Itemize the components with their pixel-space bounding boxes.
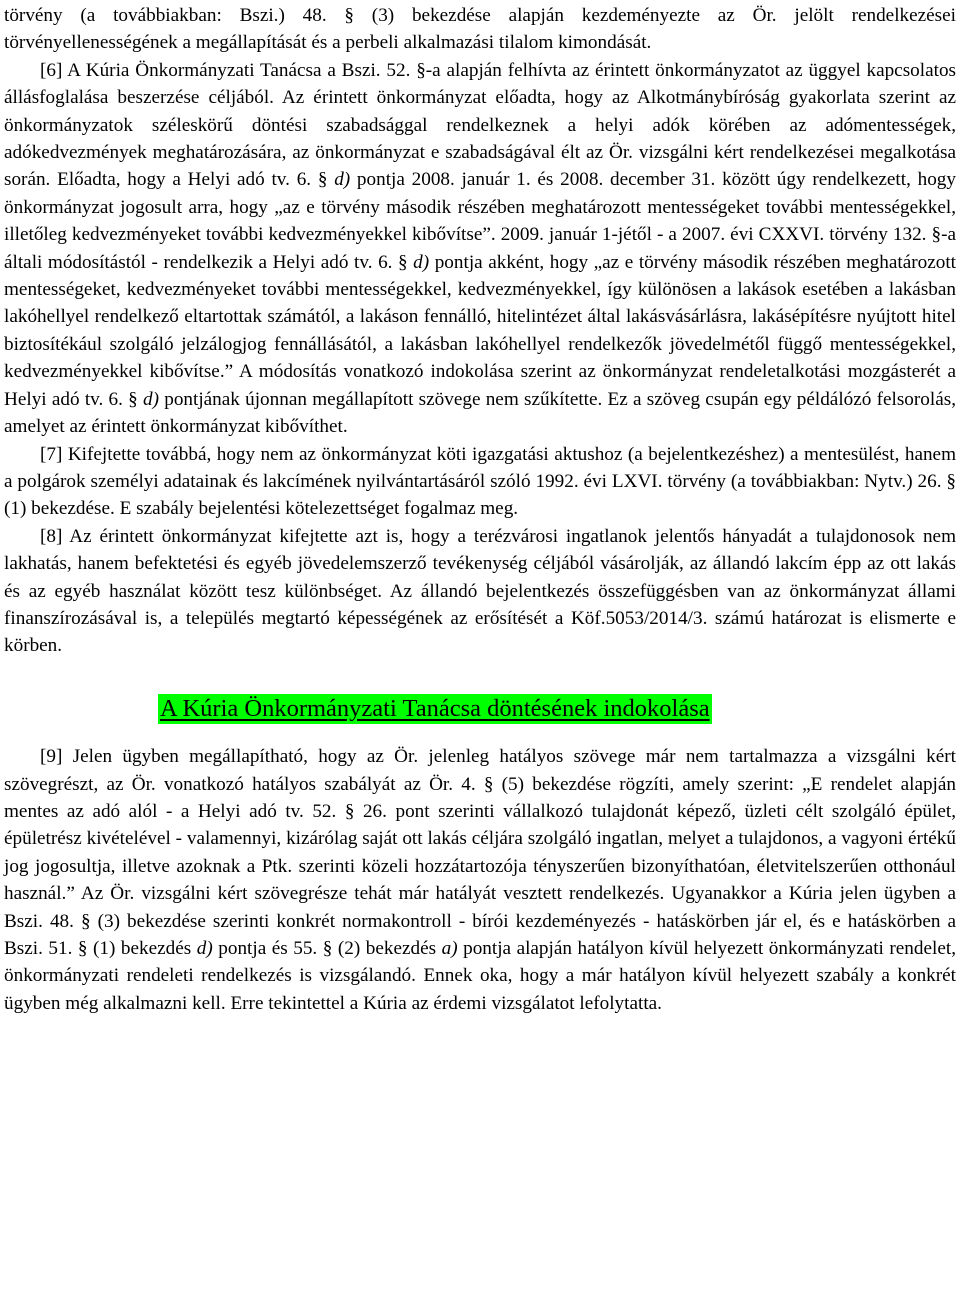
paragraph-text: [6] A Kúria Önkormányzati Tanácsa a Bszi. 52. §-a alapján felhívta az érintett önkormányzatot az üggyel kapcsolatos állásfoglalása beszerzése céljából. Az érintett önkormányzat előadta, hogy az Alkotmánybíróság gyakorlata szerint az önkormányzatok széleskörű döntési szabadsággal rendelkeznek a helyi adók körében az adómentességek, adókedvezmények meghatározására, az önkormányzat e szabadságával élt az Ör. vizsgálni kért rendelkezései megalkotása során. Előadta, hogy a Helyi adó tv. 6. § xyxy=(4,59,956,191)
paragraph-p5_tail xyxy=(4,2,956,57)
paragraph-p9 xyxy=(4,743,956,1017)
paragraph-text: pontja és 55. § (2) bekezdés xyxy=(212,938,442,959)
body-text-after-heading xyxy=(4,743,956,1017)
paragraph-text: pontja alapján hatályon kívül helyezett önkormányzati rendelet, önkormányzati rendeleti rendelkezés is vizsgálandó. Ennek oka, hogy a már hatályon kívül helyezett szabály a konkrét ügyben még alkalmazni kell. Erre tekintettel a Kúria az érdemi vizsgálatot lefolytatta. xyxy=(4,938,956,1014)
body-text-before-heading xyxy=(4,2,956,660)
section-heading-wrapper xyxy=(4,694,956,724)
paragraph-p8 xyxy=(4,523,956,660)
section-heading: A Kúria Önkormányzati Tanácsa döntésének indokolása xyxy=(160,694,710,722)
paragraph-text: pontja 2008. január 1. és 2008. december 31. között úgy rendelkezett, hogy önkormányzat jogosult arra, hogy „az e törvény második részében meghatározott mentességeket további mentességekkel, illetőleg kedvezményeket további kedvezményekkel kibővítse”. 2009. január 1-jétől - a 2007. évi CXXVI. törvény 132. §-a általi módosítástól - rendelkezik a Helyi adó tv. 6. § xyxy=(4,169,956,273)
paragraph-p7 xyxy=(4,441,956,523)
paragraph-text: [9] Jelen ügyben megállapítható, hogy az Ör. jelenleg hatályos szövege már nem tartalmazza a vizsgálni kért szövegrészt, az Ör. vonatkozó hatályos szabályát az Ör. 4. § (5) bekezdése rögzíti, amely szerint: „E rendelet alapján mentes az adó alól - a Helyi adó tv. 52. § 26. pont szerinti vállalkozó tulajdonát képező, üzleti célt szolgáló épület, épületrész kivételével - valamennyi, kizárólag saját ott lakás céljára szolgáló ingatlan, melyet a tulajdonos, a vagyoni értékű jog jogosultja, illetve azoknak a Ptk. szerinti közeli hozzátartozója tényszerűen bizonyíthatóan, életvitelszerűen otthonául használ.” Az Ör. vizsgálni kért szövegrésze tehát már hatályát vesztett rendelkezés. Ugyanakkor a Kúria jelen ügyben a Bszi. 48. § (3) bekezdése szerinti konkrét normakontroll - bírói kezdeményezés - hatáskörben jár el, és e hatáskörben a Bszi. 51. § (1) bekezdés xyxy=(4,746,956,959)
document-page xyxy=(4,2,956,1017)
paragraph-text: [7] Kifejtette továbbá, hogy nem az önkormányzat köti igazgatási aktushoz (a bejelentkezéshez) a mentesülést, hanem a polgárok személyi adatainak és lakcímének nyilvántartásáról szóló 1992. évi LXVI. törvény (a továbbiakban: Nytv.) 26. § (1) bekezdése. E szabály bejelentési kötelezettséget fogalmaz meg. xyxy=(4,443,956,520)
italic-point-ref: d) xyxy=(334,169,351,191)
italic-point-ref: d) xyxy=(196,938,213,959)
italic-point-ref: a) xyxy=(441,938,458,959)
paragraph-text: [8] Az érintett önkormányzat kifejtette azt is, hogy a terézvárosi ingatlanok jelentős hányadát a tulajdonosok nem lakhatás, hanem befektetési és egyéb jövedelemszerző tevékenység céljából vásárolják, az állandó lakcím épp az ott lakás és az egyéb használat között tesz különbséget. Az állandó bejelentkezés összefüggésben van az önkormányzat állami finanszírozásával is, a település megtartó képességének az erősítését a Köf.5053/2014/3. számú határozat is elismerte e körben. xyxy=(4,525,956,657)
italic-point-ref: d) xyxy=(413,251,430,273)
paragraph-text: törvény (a továbbiakban: Bszi.) 48. § (3) bekezdése alapján kezdeményezte az Ör. jelölt rendelkezései törvényellenességének a megállapítását és a perbeli alkalmazási tilalom kimondását. xyxy=(4,5,956,54)
italic-point-ref: d) xyxy=(143,388,159,410)
paragraph-text: pontjának újonnan megállapított szövege nem szűkítette. Ez a szöveg csupán egy példálózó felsorolás, amelyet az érintett önkormányzat kibővíthet. xyxy=(4,388,956,438)
paragraph-text: pontja akként, hogy „az e törvény második részében meghatározott mentességeket, kedvezményeket további mentességekkel, kedvezményekkel, így különösen a lakások esetében a lakásban lakóhellyel rendelkező eltartottak számától, a lakáson fennálló, hitelintézet által lakásvásárlásra, lakásépítésre nyújtott hitel biztosítékául szolgáló jelzálogjog fennállásától, a lakásban lakóhellyel rendelkezők jövedelmétől függő mentességekkel, kedvezményekkel kibővítse.” A módosítás vonatkozó indokolása szerint az önkormányzat rendeletalkotási mozgásterét a Helyi adó tv. 6. § xyxy=(4,251,956,410)
paragraph-p6 xyxy=(4,57,956,441)
